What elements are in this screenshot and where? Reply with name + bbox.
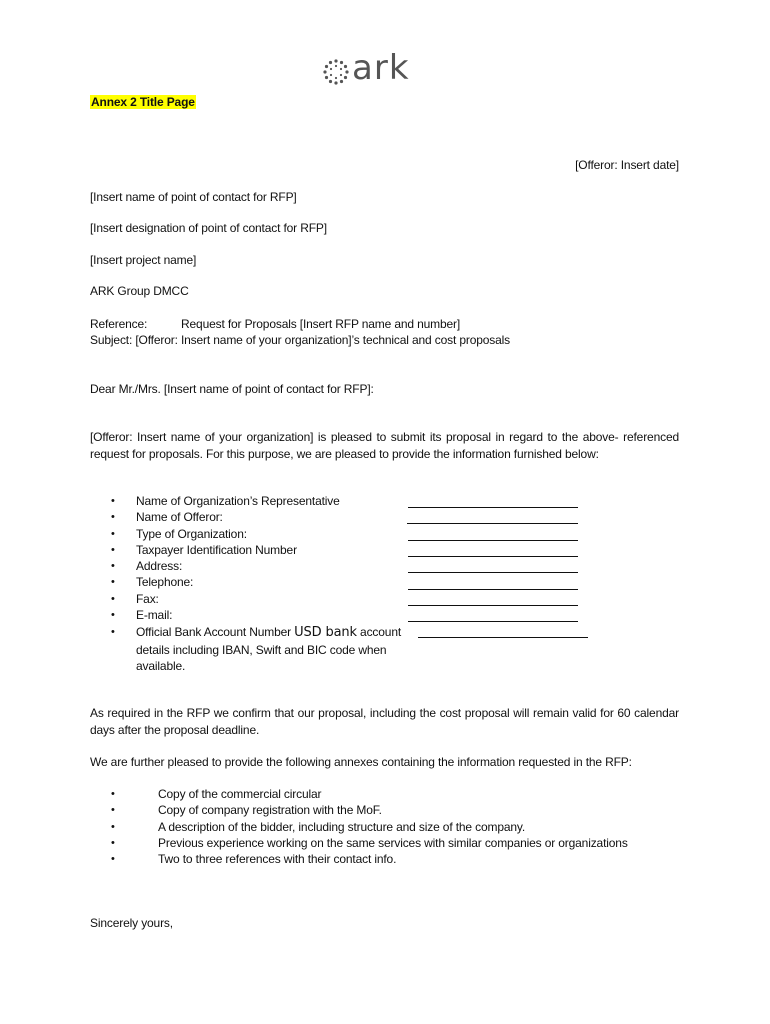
usd-bank-text: USD bank xyxy=(294,625,357,640)
telephone-field[interactable] xyxy=(408,589,578,590)
annex-item-text: Two to three references with their contact info. xyxy=(158,852,397,867)
form-field-label: E-mail: xyxy=(136,608,173,623)
bullet-icon: • xyxy=(111,836,115,849)
address-field[interactable] xyxy=(408,572,578,573)
bullet-icon: • xyxy=(111,495,115,507)
annex-item-text: Previous experience working on the same services with similar companies or organizations xyxy=(158,835,628,850)
annex-item-text: A description of the bidder, including structure and size of the company. xyxy=(158,819,526,834)
name-of-offeror-field[interactable] xyxy=(407,523,578,524)
bullet-icon: • xyxy=(111,820,115,833)
annex-title: Annex 2 Title Page xyxy=(91,95,195,109)
project-name-line: [Insert project name] xyxy=(90,253,197,267)
bullet-icon: • xyxy=(111,527,115,540)
bullet-icon: • xyxy=(111,592,115,605)
form-field-label: Type of Organization: xyxy=(136,526,247,541)
salutation: Dear Mr./Mrs. [Insert name of point of contact for RFP]: xyxy=(90,382,374,396)
type-of-organization-field[interactable] xyxy=(408,540,578,541)
ark-logo-mark-icon xyxy=(322,58,350,86)
validity-paragraph: As required in the RFP we confirm that our proposal, including the cost proposal will remain valid for 60 calendar days after the proposal deadline. xyxy=(90,706,679,737)
taxpayer-id-field[interactable] xyxy=(408,556,578,557)
bullet-icon: • xyxy=(111,626,115,638)
annex-item-text: Copy of company registration with the MoF. xyxy=(158,803,382,818)
bank-account-line-2: details including IBAN, Swift and BIC code when xyxy=(136,642,387,657)
contact-designation-line: [Insert designation of point of contact for RFP] xyxy=(90,221,327,235)
fax-field[interactable] xyxy=(408,605,578,606)
form-field-label: Taxpayer Identification Number xyxy=(136,542,297,557)
bank-account-line-1: Official Bank Account Number USD bank account xyxy=(136,625,402,640)
reference-line xyxy=(90,317,461,331)
contact-name-line: [Insert name of point of contact for RFP] xyxy=(90,190,297,204)
name-of-representative-field[interactable] xyxy=(408,507,578,508)
intro-paragraph: [Offeror: Insert name of your organization] is pleased to submit its proposal in regard to the above- referenced request for proposals. For this purpose, we are pleased to provide the information furnished below: xyxy=(90,430,679,461)
form-field-label: Telephone: xyxy=(136,575,194,590)
reference-value: Request for Proposals [Insert RFP name and number] xyxy=(181,317,461,331)
bullet-icon: • xyxy=(111,609,115,622)
bullet-icon: • xyxy=(111,543,115,556)
bullet-icon: • xyxy=(111,853,115,866)
form-field-label: Name of Offeror: xyxy=(136,510,223,525)
ark-logo xyxy=(322,48,432,90)
bullet-icon: • xyxy=(111,788,115,800)
form-field-label: Fax: xyxy=(136,591,159,606)
reference-label: Reference: xyxy=(90,317,148,331)
subject-line: Subject: [Offeror: Insert name of your organization]’s technical and cost proposals xyxy=(90,333,511,347)
bullet-icon: • xyxy=(111,576,115,589)
form-field-label: Name of Organization’s Representative xyxy=(136,494,340,508)
bullet-icon: • xyxy=(111,560,115,573)
bullet-icon: • xyxy=(111,804,115,817)
annex-item-text: Copy of the commercial circular xyxy=(158,787,322,801)
closing: Sincerely yours, xyxy=(90,916,173,930)
form-field-label: Address: xyxy=(136,559,183,574)
ark-logo-text: ark xyxy=(352,48,410,88)
bullet-icon: • xyxy=(111,511,115,524)
email-field[interactable] xyxy=(408,621,578,622)
annexes-intro: We are further pleased to provide the following annexes containing the information requested in the RFP: xyxy=(90,755,632,769)
date-placeholder: [Offeror: Insert date] xyxy=(575,158,679,172)
bank-account-line-3: available. xyxy=(136,659,186,673)
company-name-line: ARK Group DMCC xyxy=(90,284,189,298)
bank-account-field[interactable] xyxy=(418,637,588,638)
